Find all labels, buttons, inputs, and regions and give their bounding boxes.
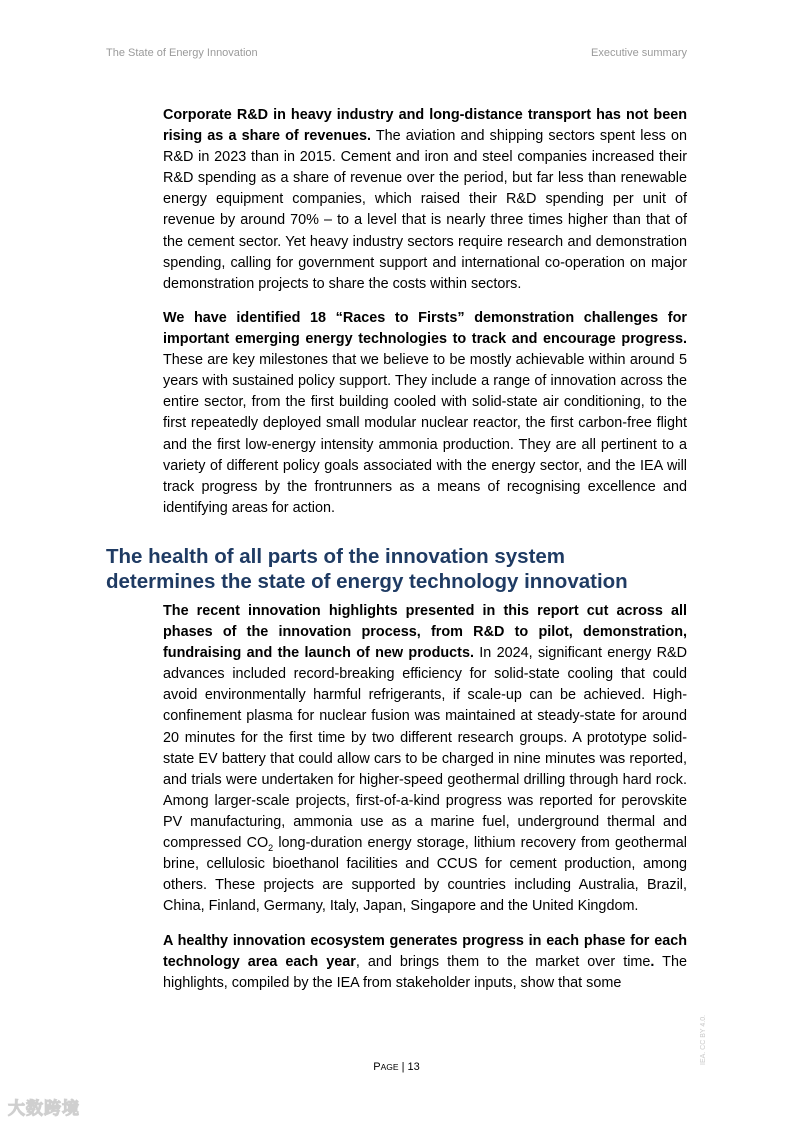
separator: | — [398, 1061, 408, 1073]
paragraph-innovation-highlights — [163, 601, 687, 917]
subscript: 2 — [268, 842, 274, 853]
paragraph-corporate-rd — [163, 105, 687, 295]
page-label-smallcaps: AGE — [380, 1062, 399, 1072]
paragraph-races-to-firsts — [163, 308, 687, 519]
paragraph-lead: Corporate R&D in heavy industry and long-distance transport has not been rising as a share of revenues. — [163, 107, 687, 145]
running-header-title: The State of Energy Innovation — [106, 47, 258, 59]
paragraph-bold-period: . — [650, 954, 655, 971]
paragraph-lead: A healthy innovation ecosystem generates progress in each phase for each technology area each year — [163, 933, 687, 971]
page-number: 13 — [407, 1061, 420, 1073]
page-label: P — [373, 1061, 381, 1073]
paragraph-text-cont: The highlights, compiled by the IEA from stakeholder inputs, show that some — [163, 954, 687, 992]
running-header-section: Executive summary — [591, 47, 687, 59]
section-heading-line1: The health of all parts of the innovation system — [106, 545, 566, 568]
paragraph-text: These are key milestones that we believe to be mostly achievable within around 5 years with sustained policy support. They include a range of innovation across the entire sector, from the first building cooled with solid-state air conditioning, to the first repeatedly deployed small modular nuclear reactor, the first carbon-free flight and the first low-energy intensity ammonia production. They are all pertinent to a variety of different policy goals associated with the energy sector, and the IEA will track progress by the frontrunners as a means of recognising excellence and identifying areas for action. — [163, 352, 687, 516]
paragraph-lead: We have identified 18 “Races to Firsts” demonstration challenges for important emerging energy technologies to track and encourage progress. — [163, 310, 687, 348]
watermark-logo: 大数跨境 — [8, 1099, 80, 1118]
paragraph-text-cont: long-duration energy storage, lithium recovery from geothermal brine, cellulosic bioethanol facilities and CCUS for cement production, among others. These projects are supported by countries including Australia, Brazil, China, Finland, Germany, Italy, Japan, Singapore and the United Kingdom. — [163, 835, 688, 915]
section-heading — [106, 544, 706, 594]
page-footer — [0, 1061, 793, 1073]
license-notice: IEA. CC BY 4.0. — [700, 1014, 707, 1065]
section-heading-line2: determines the state of energy technology innovation — [106, 570, 628, 593]
paragraph-text: , and brings them to the market over time — [355, 954, 651, 971]
paragraph-text: The aviation and shipping sectors spent less on R&D in 2023 than in 2015. Cement and iron and steel companies increased their R&D spending as a share of revenue over the period, but far less than renewable energy equipment companies, which raised their R&D spending per unit of revenue by around 70% – to a level that is nearly three times higher than that of the cement sector. Yet heavy industry sectors require research and demonstration spending, calling for government support and international co-operation on major demonstration projects to share the costs within sectors. — [163, 128, 687, 292]
paragraph-lead: The recent innovation highlights presented in this report cut across all phases of the innovation process, from R&D to pilot, demonstration, fundraising and the launch of new products. — [163, 603, 687, 662]
paragraph-healthy-ecosystem — [163, 931, 687, 994]
paragraph-text: In 2024, significant energy R&D advances included record-breaking efficiency for solid-state cooling that could avoid environmentally harmful refrigerants, if scale-up can be achieved. High-confinement plasma for nuclear fusion was maintained at steady-state for around 20 minutes for the first time by two different research groups. A prototype solid-state EV battery that could allow cars to be charged in nine minutes was reported, and trials were undertaken for higher-speed geothermal drilling through hard rock. Among larger-scale projects, first-of-a-kind progress was reported for perovskite PV manufacturing, ammonia use as a marine fuel, underground thermal and compressed CO — [163, 645, 687, 852]
